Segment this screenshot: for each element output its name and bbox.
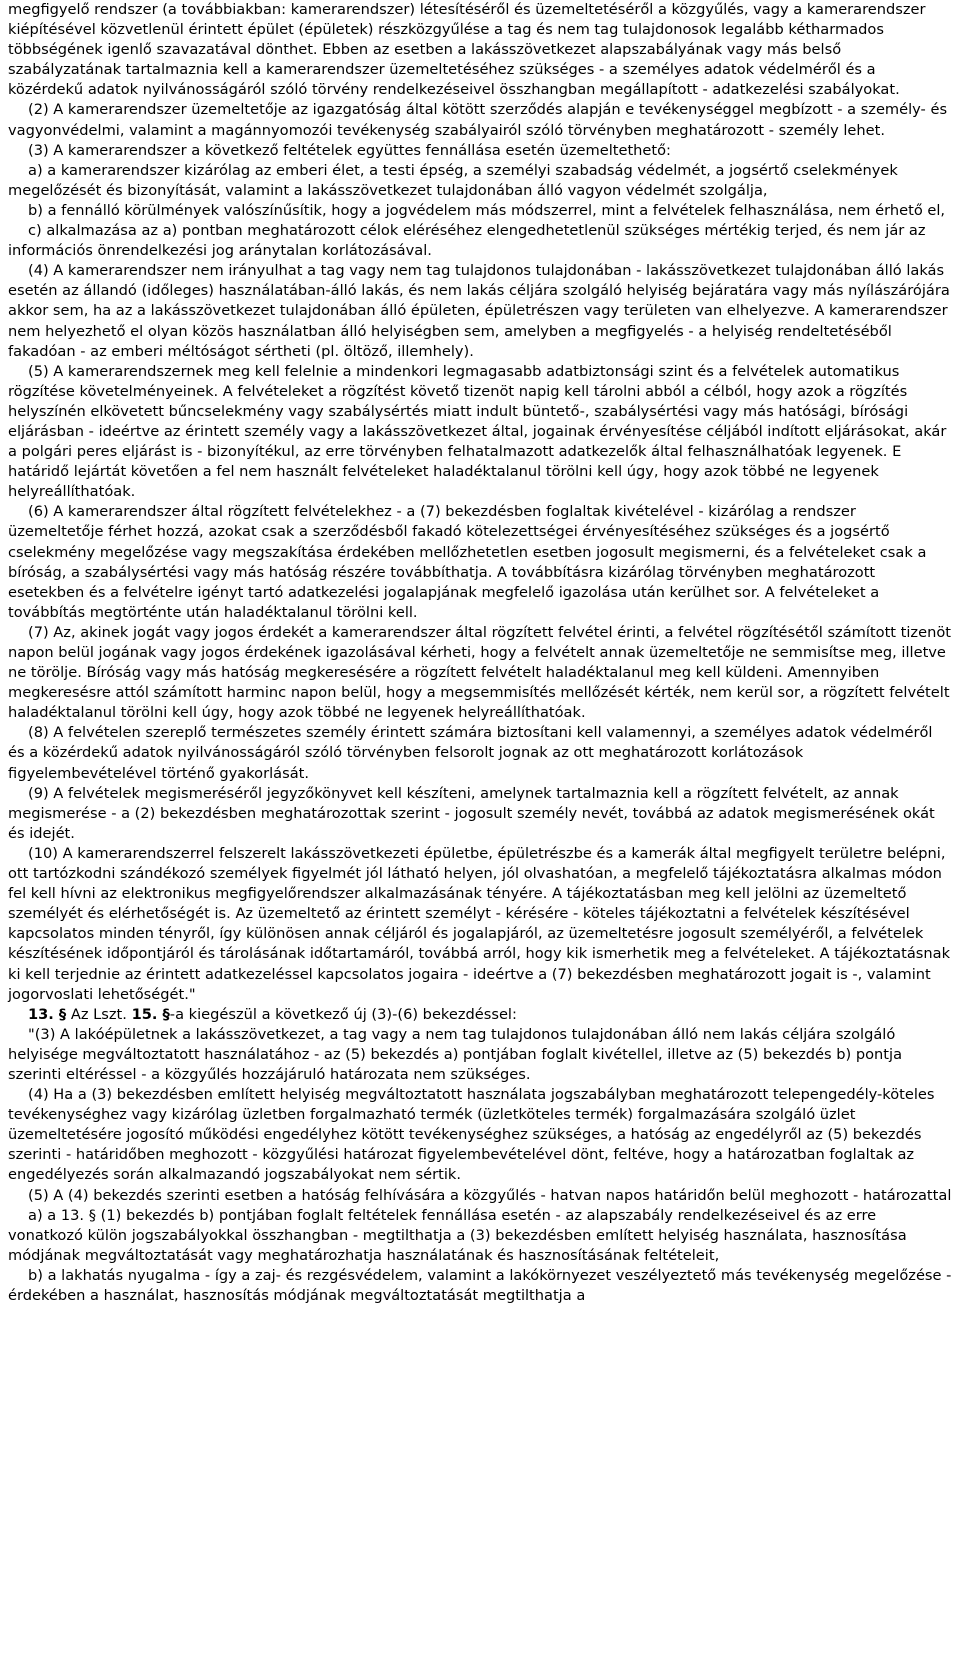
paragraph-8: (8) A felvételen szereplő természetes személy érintett számára biztosítani kell valamennyi, a személyes adatok védelméről és a közérdekű adatok nyilvánosságáról szóló törvényben felsorolt jognak az ott meghatározott korlátozások figyelembevételével történő gyakorlását. xyxy=(8,724,933,782)
amendment-target-section: 15. § xyxy=(131,1005,170,1023)
new-paragraph-4: (4) Ha a (3) bekezdésben említett helyiség megváltoztatott használata jogszabályban meghatározott telepengedély-köteles tevékenységhez vagy kizárólag üzletben forgalmazható termék (üzletköteles termék) forgalmazására szolgáló üzlet üzemeltetésére jogosító működési engedélyhez kötött tevékenységhez szükséges, a hatóság az engedélyről az (5) bekezdés szerinti - határidőben meghozott - közgyűlési határozat figyelembevételével dönt, feltéve, hogy a határozatban foglaltak az engedélyezés során alkalmazandó jogszabályokat nem sértik. xyxy=(8,1086,935,1184)
paragraph-5: (5) A kamerarendszernek meg kell felelnie a mindenkori legmagasabb adatbiztonsági szint és a felvételek automatikus rögzítése követelményeinek. A felvételeket a rögzítést követő tizenöt napig kell tárolni abból a célból, hogy azok a rögzítés helyszínén elkövetett bűncselekmény vagy szabálysértés miatt indult büntető-, szabálysértési vagy más hatósági, bírósági eljárásban - ideértve az érintett személy vagy a lakásszövetkezet által, jogainak érvényesítése céljából indított eljárásokat, akár a polgári peres eljárást is - bizonyítékul, az erre törvényben felhatalmazott adatkezelők által felhasználhatóak legyenek. E határidő lejártát követően a fel nem használt felvételeket haladéktalanul törölni kell úgy, hogy azok többé ne legyenek helyreállíthatóak. xyxy=(8,362,947,501)
paragraph-7: (7) Az, akinek jogát vagy jogos érdekét a kamerarendszer által rögzített felvétel érinti, a felvétel rögzítésétől számított tizenöt napon belül jogának vagy jogos érdekének igazolásával kérheti, hogy a felvételt annak üzemeltetője ne semmisítse meg, illetve ne törölje. Bíróság vagy más hatóság megkeresésére a rögzített felvételt haladéktalanul meg kell küldeni. Amennyiben megkeresésre attól számított harminc napon belül, hogy a megsemmisítés mellőzését kérték, nem kerül sor, a rögzített felvételt haladéktalanul törölni kell úgy, hogy azok többé ne legyenek helyreállíthatóak. xyxy=(8,623,951,722)
new-paragraph-5: (5) A (4) bekezdés szerinti esetben a hatóság felhívására a közgyűlés - hatvan napos határidőn belül meghozott - határozattal xyxy=(28,1186,952,1204)
paragraph-9: (9) A felvételek megismeréséről jegyzőkönyvet kell készíteni, amelynek tartalmaznia kell a rögzített felvételt, az annak megismerése - a (2) bekezdésben meghatározottak szerint - jogosult személy nevét, továbbá az adatok megismerésének okát és idejét. xyxy=(8,784,935,842)
paragraph-4: (4) A kamerarendszer nem irányulhat a tag vagy nem tag tulajdonos tulajdonában - lakásszövetkezet tulajdonában álló lakás esetén az állandó (időleges) használatában-álló lakás, és nem lakás céljára szolgáló helyiség bejáratára vagy más nyílászárójára akkor sem, ha az a lakásszövetkezet tulajdonában álló épületen, épületrészen vagy területen van elhelyezve. A kamerarendszer nem helyezhető el olyan közös használatban álló helyiségben sem, amelyben a megfigyelés - a helyiség rendeltetéséből fakadóan - az emberi méltóságot sértheti (pl. öltöző, illemhely). xyxy=(8,262,950,360)
paragraph-intro-continuation: megfigyelő rendszer (a továbbiakban: kamerarendszer) létesítéséről és üzemeltetéséről a közgyűlés, vagy a kamerarendszer kiépítésével közvetlenül érintett épület (épületek) részközgyűlése a tag és nem tag tulajdonosok legalább kétharmados többségének igenlő szavazatával dönthet. Ebben az esetben a lakásszövetkezet alapszabályának vagy más belső szabályzatának tartalmaznia kell a kamerarendszer üzemeltetéséhez szükséges - a személyes adatok védelméről és a közérdekű adatok nyilvánosságáról szóló törvény rendelkezéseivel összhangban megállapított - adatkezelési szabályokat. xyxy=(8,1,926,99)
new-paragraph-3: "(3) A lakóépületnek a lakásszövetkezet, a tag vagy a nem tag tulajdonos tulajdonában álló nem lakás céljára szolgáló helyisége megváltoztatott használatához - az (5) bekezdés a) pontjában foglalt kivétellel, illetve az (5) bekezdés b) pontja szerinti eltéréssel - a közgyűlés hozzájáruló határozata nem szükséges. xyxy=(8,1025,903,1083)
amendment-section-number: 13. § xyxy=(28,1005,67,1023)
paragraph-2: (2) A kamerarendszer üzemeltetője az igazgatóság által kötött szerződés alapján e tevékenységgel megbízott - a személy- és vagyonvédelmi, valamint a magánnyomozói tevékenység szabályairól szóló törvényben meghatározott - személy lehet. xyxy=(8,101,948,139)
new-paragraph-5-point-b: b) a lakhatás nyugalma - így a zaj- és rezgésvédelem, valamint a lakókörnyezet veszélyeztető más tevékenység megelőzése - érdekében a használat, hasznosítás módjának megváltoztatását megtilthatja a xyxy=(8,1266,952,1304)
paragraph-3-point-c: c) alkalmazása az a) pontban meghatározott célok eléréséhez elengedhetetlenül szükséges mértékig terjed, és nem jár az információs önrendelkezési jog aránytalan korlátozásával. xyxy=(8,222,926,260)
amendment-text-before: Az Lszt. xyxy=(66,1005,132,1023)
new-paragraph-5-point-a: a) a 13. § (1) bekezdés b) pontjában foglalt feltételek fennállása esetén - az alapszabály rendelkezéseivel és az erre vonatkozó külön jogszabályokkal összhangban - megtilthatja a (3) bekezdésben említett helyiség használata, hasznosítása módjának megváltoztatását vagy meghatározhatja használatának és hasznosításának feltételeit, xyxy=(8,1206,907,1264)
amendment-heading xyxy=(8,1005,952,1025)
paragraph-6: (6) A kamerarendszer által rögzített felvételekhez - a (7) bekezdésben foglaltak kivételével - kizárólag a rendszer üzemeltetője férhet hozzá, azokat csak a szerződésből fakadó kötelezettségei érvényesítéséhez szükséges és a jogsértő cselekmény megelőzése vagy megszakítása érdekében mellőzhetetlen esetben jogosult megismerni, és a felvételeket csak a bíróság, a szabálysértési vagy más hatóság részére továbbíthatja. A továbbításra kizárólag törvényben meghatározott esetekben és a felvételre igényt tartó adatkezelési jogalapjának megfelelő igazolása után kerülhet sor. A felvételeket a továbbítás megtörténte után haladéktalanul törölni kell. xyxy=(8,503,927,621)
paragraph-3-point-b: b) a fennálló körülmények valószínűsítik, hogy a jogvédelem más módszerrel, mint a felvételek felhasználása, nem érhető el, xyxy=(28,201,946,219)
paragraph-3: (3) A kamerarendszer a következő feltételek együttes fennállása esetén üzemeltethető: xyxy=(28,141,671,159)
paragraph-10: (10) A kamerarendszerrel felszerelt lakásszövetkezeti épületbe, épületrészbe és a kamerák által megfigyelt területre belépni, ott tartózkodni szándékozó személyek figyelmét jól látható helyen, jól olvashatóan, a megfelelő tájékoztatásra alkalmas módon fel kell hívni az elektronikus megfigyelőrendszer alkalmazásának tényére. A tájékoztatásban meg kell jelölni az üzemeltető személyét és elérhetőségét is. Az üzemeltető az érintett személyt - kérésére - köteles tájékoztatni a felvételek készítésével kapcsolatos minden tényről, így különösen annak céljáról és jogalapjáról, az üzemeltetésre jogosult személyéről, a felvételek készítésének időpontjáról és tárolásának időtartamáról, továbbá arról, hogy kik ismerhetik meg a felvételeket. A tájékoztatásnak ki kell terjednie az érintett adatkezeléssel kapcsolatos jogaira - ideértve a (7) bekezdésben meghatározott jogait is -, valamint jogorvoslati lehetőségét." xyxy=(8,844,951,1003)
amendment-text-after: -a kiegészül a következő új (3)-(6) bekezdéssel: xyxy=(169,1005,517,1023)
paragraph-3-point-a: a) a kamerarendszer kizárólag az emberi élet, a testi épség, a személyi szabadság védelmét, a jogsértő cselekmények megelőzését és bizonyítását, valamint a lakásszövetkezet tulajdonában álló vagyon védelmét szolgálja, xyxy=(8,161,898,199)
